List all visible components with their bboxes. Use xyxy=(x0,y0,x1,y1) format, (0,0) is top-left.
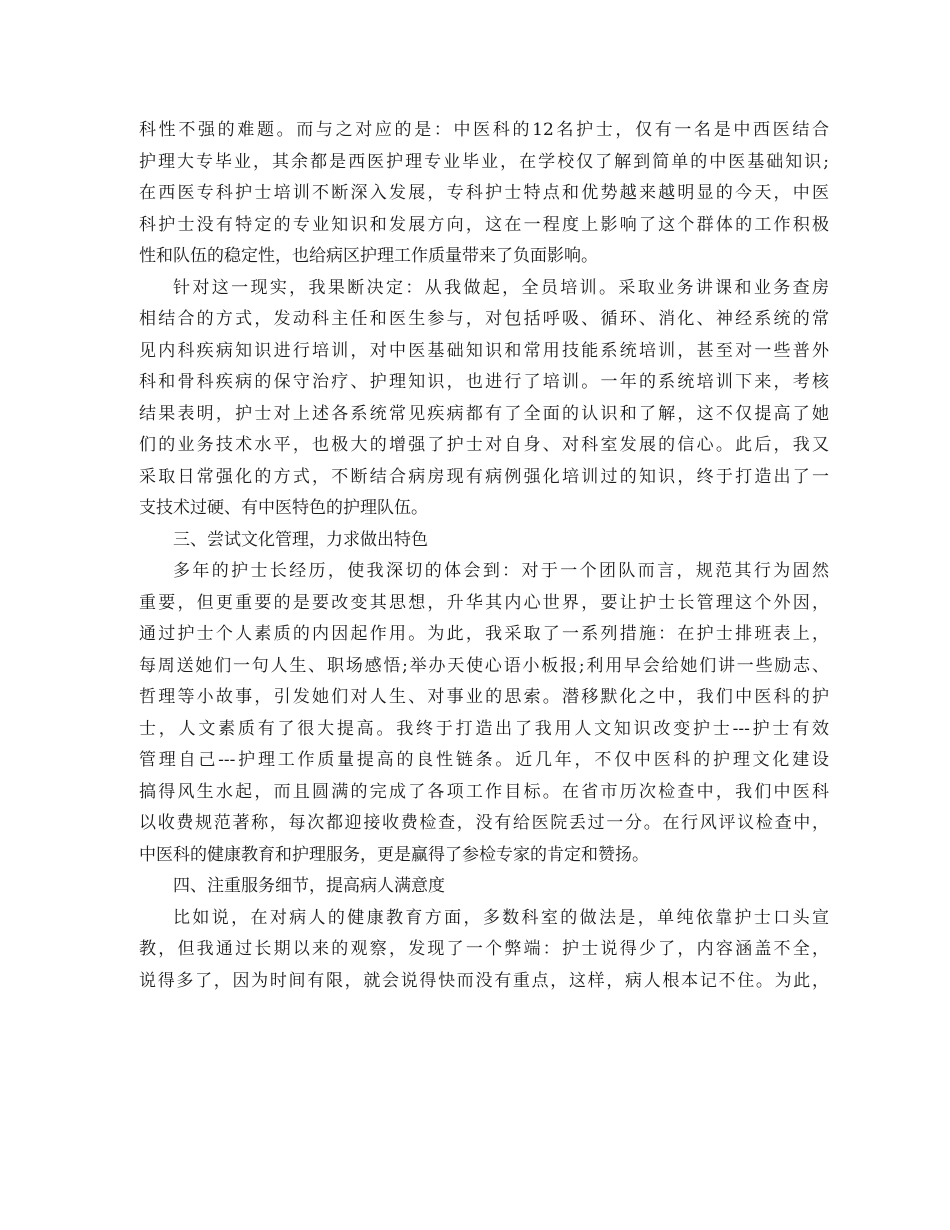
paragraph-first-line: 比如说，在对病人的健康教育方面，多数科室的做法是，单纯依靠护士口头宣 xyxy=(173,907,829,928)
section-heading: 四、注重服务细节，提高病人满意度 xyxy=(173,876,445,896)
paragraph-first-line: 针对这一现实，我果断决定：从我做起，全员培训。采取业务讲课和业务查房 xyxy=(173,277,829,298)
text-line: 通过护士个人素质的内因起作用。为此，我采取了一系列措施：在护士排班表上， xyxy=(139,624,829,644)
text-line: 教，但我通过长期以来的观察，发现了一个弊端：护士说得少了，内容涵盖不全， xyxy=(139,939,829,959)
text-line: 护理大专毕业，其余都是西医护理专业毕业，在学校仅了解到简单的中医基础知识; xyxy=(139,151,829,172)
text-line: 哲理等小故事，引发她们对人生、对事业的思索。潜移默化之中，我们中医科的护 xyxy=(139,687,829,707)
text-line: 采取日常强化的方式，不断结合病房现有病例强化培训过的知识，终于打造出了一 xyxy=(139,466,829,487)
text-line: 科性不强的难题。而与之对应的是：中医科的12名护士，仅有一名是中西医结合 xyxy=(139,120,829,140)
body-text xyxy=(139,115,829,997)
text-line: 支技术过硬、有中医特色的护理队伍。 xyxy=(139,498,428,518)
text-line: 搞得风生水起，而且圆满的完成了各项工作目标。在省市历次检查中，我们中医科 xyxy=(139,781,829,802)
text-line: 管理自己---护理工作质量提高的良性链条。近几年，不仅中医科的护理文化建设 xyxy=(139,750,829,770)
text-line: 结果表明，护士对上述各系统常见疾病都有了全面的认识和了解，这不仅提高了她 xyxy=(139,403,829,424)
paragraph-first-line: 多年的护士长经历，使我深切的体会到：对于一个团队而言，规范其行为固然 xyxy=(173,561,829,581)
text-line: 科护士没有特定的专业知识和发展方向，这在一程度上影响了这个群体的工作积极 xyxy=(139,214,829,235)
text-line: 说得多了，因为时间有限，就会说得快而没有重点，这样，病人根本记不住。为此， xyxy=(139,970,829,991)
text-line: 每周送她们一句人生、职场感悟;举办天使心语小板报;利用早会给她们讲一些励志、 xyxy=(139,655,829,676)
text-line: 科和骨科疾病的保守治疗、护理知识，也进行了培训。一年的系统培训下来，考核 xyxy=(139,372,829,392)
text-line: 相结合的方式，发动科主任和医生参与，对包括呼吸、循环、消化、神经系统的常 xyxy=(139,309,829,329)
section-heading: 三、尝试文化管理，力求做出特色 xyxy=(173,529,428,550)
text-line: 中医科的健康教育和护理服务，更是赢得了参检专家的肯定和赞扬。 xyxy=(139,844,649,865)
text-line: 以收费规范著称，每次都迎接收费检查，没有给医院丢过一分。在行风评议检查中， xyxy=(139,813,829,833)
text-line: 重要，但更重要的是要改变其思想，升华其内心世界，要让护士长管理这个外因， xyxy=(139,592,829,613)
text-line: 性和队伍的稳定性，也给病区护理工作质量带来了负面影响。 xyxy=(139,246,598,266)
text-line: 们的业务技术水平，也极大的增强了护士对自身、对科室发展的信心。此后，我又 xyxy=(139,435,829,455)
text-line: 在西医专科护士培训不断深入发展，专科护士特点和优势越来越明显的今天，中医 xyxy=(139,183,829,203)
text-line: 士，人文素质有了很大提高。我终于打造出了我用人文知识改变护士---护士有效 xyxy=(139,718,829,739)
text-line: 见内科疾病知识进行培训，对中医基础知识和常用技能系统培训，甚至对一些普外 xyxy=(139,340,829,361)
